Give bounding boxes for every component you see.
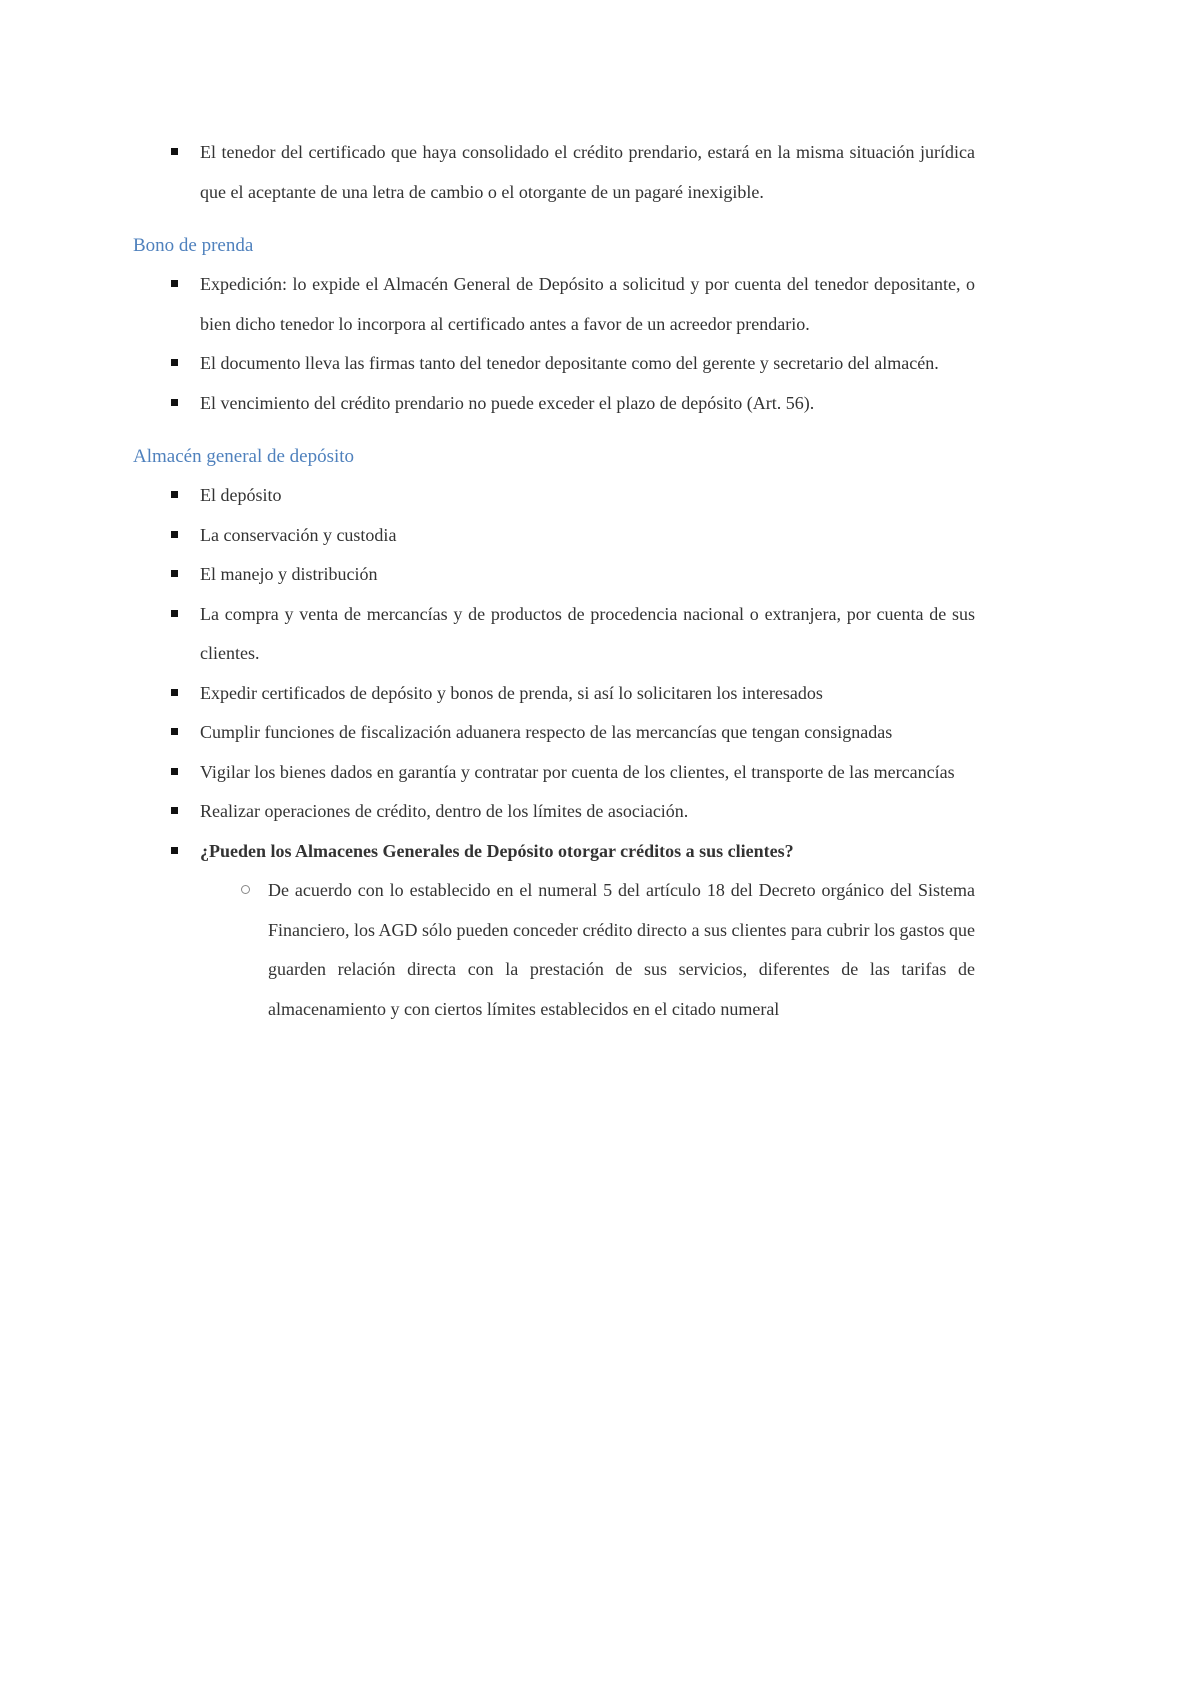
bullet-icon: [171, 491, 178, 498]
section-heading-almacen: Almacén general de depósito: [133, 446, 355, 467]
bullet-icon: [171, 399, 178, 406]
almacen-list: [133, 476, 975, 871]
bullet-icon: [171, 570, 178, 577]
list-item-text: El manejo y distribución: [200, 564, 378, 584]
bullet-icon: [171, 610, 178, 617]
question-item: [133, 832, 975, 872]
bullet-icon: [171, 359, 178, 366]
document-page: [133, 133, 975, 1029]
bullet-icon: [171, 280, 178, 287]
list-item-text: El depósito: [200, 485, 282, 505]
list-item: [133, 476, 975, 516]
list-item-text: El tenedor del certificado que haya consolidado el crédito prendario, estará en la misma situación jurídica que el aceptante de una letra de cambio o el otorgante de un pagaré inexigible.: [200, 142, 975, 202]
bullet-icon: [171, 531, 178, 538]
list-item: [133, 674, 975, 714]
list-item: [133, 344, 975, 384]
list-item: [133, 595, 975, 674]
list-item: [133, 133, 975, 212]
answer-list: [133, 871, 975, 1029]
question-text: ¿Pueden los Almacenes Generales de Depósito otorgar créditos a sus clientes?: [200, 840, 794, 861]
answer-text: De acuerdo con lo establecido en el numeral 5 del artículo 18 del Decreto orgánico del Sistema Financiero, los AGD sólo pueden conceder crédito directo a sus clientes para cubrir los gastos que guarden relación directa con la prestación de sus servicios, diferentes de las tarifas de almacenamiento y con ciertos límites establecidos en el citado numeral: [268, 880, 975, 1019]
list-item-text: Realizar operaciones de crédito, dentro de los límites de asociación.: [200, 801, 689, 821]
list-item-text: Vigilar los bienes dados en garantía y contratar por cuenta de los clientes, el transporte de las mercancías: [200, 761, 955, 782]
list-item-text: El vencimiento del crédito prendario no puede exceder el plazo de depósito (Art. 56).: [200, 392, 815, 413]
bullet-icon: [171, 847, 178, 854]
circle-bullet-icon: [241, 885, 250, 894]
bullet-icon: [171, 689, 178, 696]
list-item: [133, 753, 975, 793]
list-item: [133, 713, 975, 753]
list-item: [133, 265, 975, 344]
bullet-icon: [171, 807, 178, 814]
list-item: [133, 384, 975, 424]
list-item-text: La compra y venta de mercancías y de productos de procedencia nacional o extranjera, por cuenta de sus clientes.: [200, 603, 975, 663]
sub-list-item: [133, 871, 975, 1029]
bono-list: [133, 265, 975, 423]
bullet-icon: [171, 768, 178, 775]
list-item-text: Expedición: lo expide el Almacén General de Depósito a solicitud y por cuenta del tenedor depositante, o bien dicho tenedor lo incorpora al certificado antes a favor de un acreedor prendario.: [200, 274, 975, 334]
section-heading-bono-de-prenda: Bono de prenda: [133, 235, 254, 256]
list-item: [133, 555, 975, 595]
list-item-text: Expedir certificados de depósito y bonos de prenda, si así lo solicitaren los interesados: [200, 682, 823, 703]
list-item: [133, 792, 975, 832]
bullet-icon: [171, 728, 178, 735]
list-item-text: Cumplir funciones de fiscalización aduanera respecto de las mercancías que tengan consignadas: [200, 722, 893, 742]
intro-list: [133, 133, 975, 212]
list-item-text: El documento lleva las firmas tanto del tenedor depositante como del gerente y secretario del almacén.: [200, 353, 939, 373]
list-item: [133, 516, 975, 556]
bullet-icon: [171, 148, 178, 155]
list-item-text: La conservación y custodia: [200, 524, 397, 545]
